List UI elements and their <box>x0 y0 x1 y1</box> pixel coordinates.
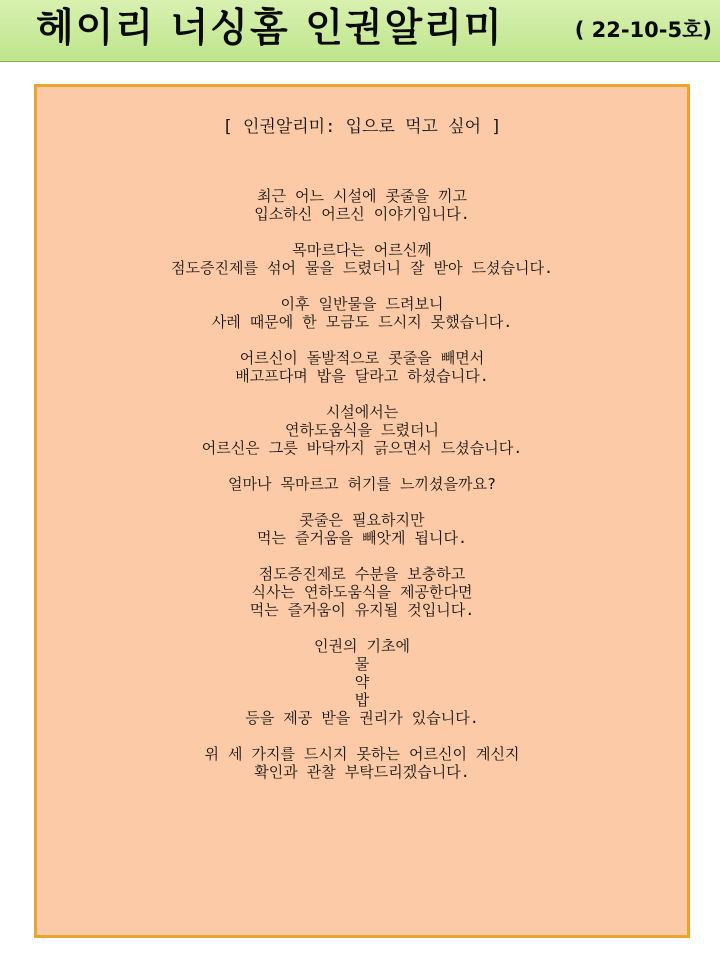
notice-line: 먹는 즐거움이 유지될 것입니다. <box>249 601 475 619</box>
notice-line: 연하도움식을 드렸더니 <box>285 421 439 439</box>
notice-line: 목마르다는 어르신께 <box>292 241 432 259</box>
notice-line: 얼마나 목마르고 허기를 느끼셨을까요? <box>228 475 496 493</box>
notice-paragraph <box>37 295 687 331</box>
notice-line: 밥 <box>354 691 370 709</box>
notice-line: 인권의 기초에 <box>314 637 410 655</box>
notice-line: 위 세 가지를 드시지 못하는 어르신이 계신지 <box>204 745 520 763</box>
notice-line: 확인과 관찰 부탁드리겠습니다. <box>254 763 470 781</box>
notice-paragraph <box>37 403 687 457</box>
notice-paragraph <box>37 745 687 781</box>
notice-paragraph <box>37 349 687 385</box>
notice-line: 어르신이 돌발적으로 콧줄을 빼면서 <box>239 349 485 367</box>
issue-number: ( 22-10-5호) <box>574 18 712 42</box>
notice-heading: [ 인권알리미: 입으로 먹고 싶어 ] <box>222 117 502 137</box>
notice-line: 점도증진제를 섞어 물을 드렸더니 잘 받아 드셨습니다. <box>171 259 553 277</box>
notice-line: 약 <box>354 673 370 691</box>
notice-paragraph <box>37 637 687 727</box>
notice-line: 먹는 즐거움을 빼앗게 됩니다. <box>256 529 467 547</box>
notice-line: 어르신은 그릇 바닥까지 긁으면서 드셨습니다. <box>201 439 523 457</box>
notice-line: 이후 일반물을 드려보니 <box>280 295 444 313</box>
notice-line: 식사는 연하도움식을 제공한다면 <box>251 583 473 601</box>
notice-line: 점도증진제로 수분을 보충하고 <box>258 565 466 583</box>
notice-panel <box>34 84 690 938</box>
notice-line: 입소하신 어르신 이야기입니다. <box>254 205 470 223</box>
notice-line: 최근 어느 시설에 콧줄을 끼고 <box>256 187 467 205</box>
notice-paragraph <box>37 241 687 277</box>
notice-line: 배고프다며 밥을 달라고 하셨습니다. <box>235 367 489 385</box>
notice-line: 사레 때문에 한 모금도 드시지 못했습니다. <box>211 313 513 331</box>
notice-paragraph <box>37 475 687 493</box>
notice-line: 시설에서는 <box>325 403 399 421</box>
notice-body <box>37 187 687 799</box>
notice-paragraph <box>37 187 687 223</box>
notice-paragraph <box>37 511 687 547</box>
page-title: 헤이리 너싱홈 인권알리미 <box>36 6 504 51</box>
notice-line: 콧줄은 필요하지만 <box>299 511 425 529</box>
header-banner <box>0 0 720 62</box>
notice-paragraph <box>37 565 687 619</box>
notice-line: 물 <box>354 655 370 673</box>
notice-line: 등을 제공 받을 권리가 있습니다. <box>245 709 479 727</box>
